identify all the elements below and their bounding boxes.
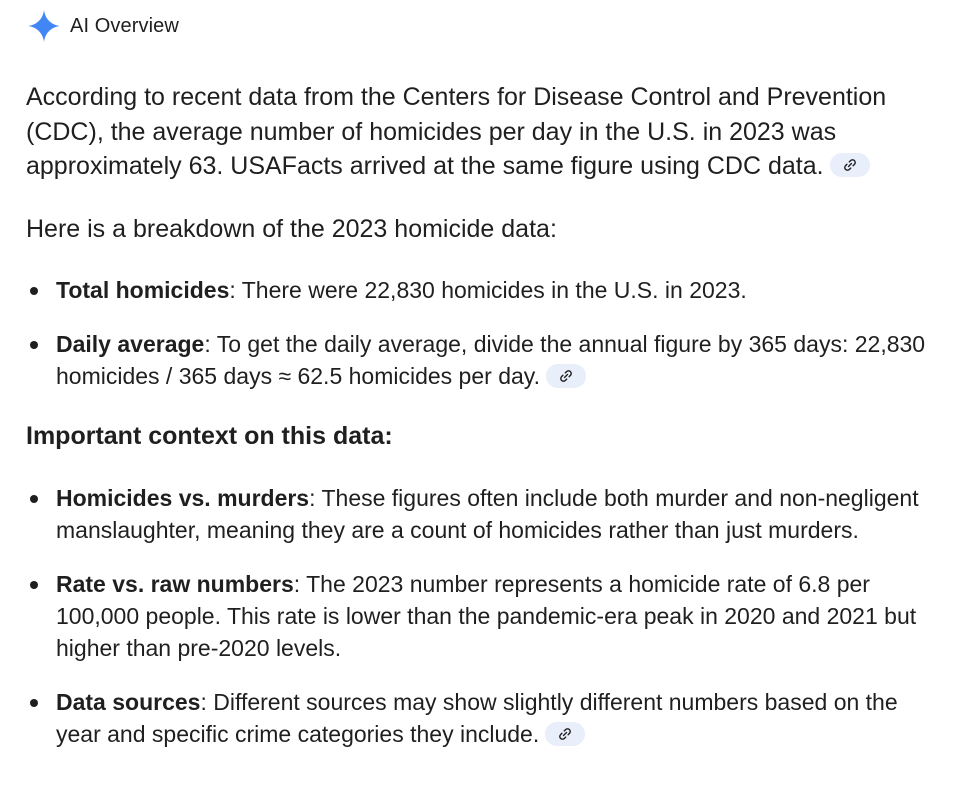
source-link-chip[interactable] — [545, 722, 585, 746]
item-text: : To get the daily average, divide the annual figure by 365 days: 22,830 homicides / 365 days ≈ 62.5 homicides per day. — [56, 331, 926, 389]
ai-overview-header — [26, 8, 179, 44]
breakdown-lead: Here is a breakdown of the 2023 homicide data: — [26, 214, 557, 243]
item-text: : Different sources may show slightly different numbers based on the year and specific crime categories they include. — [56, 689, 898, 747]
list-item — [26, 482, 946, 546]
breakdown-list — [26, 274, 946, 392]
link-icon — [558, 368, 574, 384]
sparkle-icon — [26, 8, 62, 44]
intro-text: According to recent data from the Centers for Disease Control and Prevention (CDC), the average number of homicides per day in the U.S. in 2023 was approximately 63. USAFacts arrived at the same figure using CDC data. — [26, 83, 887, 180]
context-heading: Important context on this data: — [26, 422, 393, 450]
bullet-dot — [30, 341, 38, 349]
list-item — [26, 568, 946, 664]
item-label: Homicides vs. murders — [56, 485, 310, 511]
intro-paragraph — [26, 80, 946, 184]
bullet-dot — [30, 699, 38, 707]
overview-content — [26, 80, 946, 750]
context-list — [26, 482, 946, 750]
item-label: Daily average — [56, 331, 205, 357]
item-label: Data sources — [56, 689, 201, 715]
item-label: Total homicides — [56, 277, 230, 303]
header-title: AI Overview — [70, 14, 179, 37]
bullet-dot — [30, 287, 38, 295]
list-item — [26, 328, 946, 392]
link-icon — [842, 157, 858, 173]
source-link-chip[interactable] — [546, 364, 586, 388]
bullet-dot — [30, 581, 38, 589]
bullet-dot — [30, 495, 38, 503]
list-item — [26, 274, 946, 306]
item-label: Rate vs. raw numbers — [56, 571, 294, 597]
item-text: : The 2023 number represents a homicide rate of 6.8 per 100,000 people. This rate is lower than the pandemic-era peak in 2020 and 2021 but higher than pre-2020 levels. — [56, 571, 917, 661]
source-link-chip[interactable] — [830, 153, 870, 177]
item-text: : These figures often include both murder and non-negligent manslaughter, meaning they are a count of homicides rather than just murders. — [56, 485, 919, 543]
list-item — [26, 686, 946, 750]
item-text: : There were 22,830 homicides in the U.S. in 2023. — [229, 277, 747, 303]
link-icon — [557, 726, 573, 742]
